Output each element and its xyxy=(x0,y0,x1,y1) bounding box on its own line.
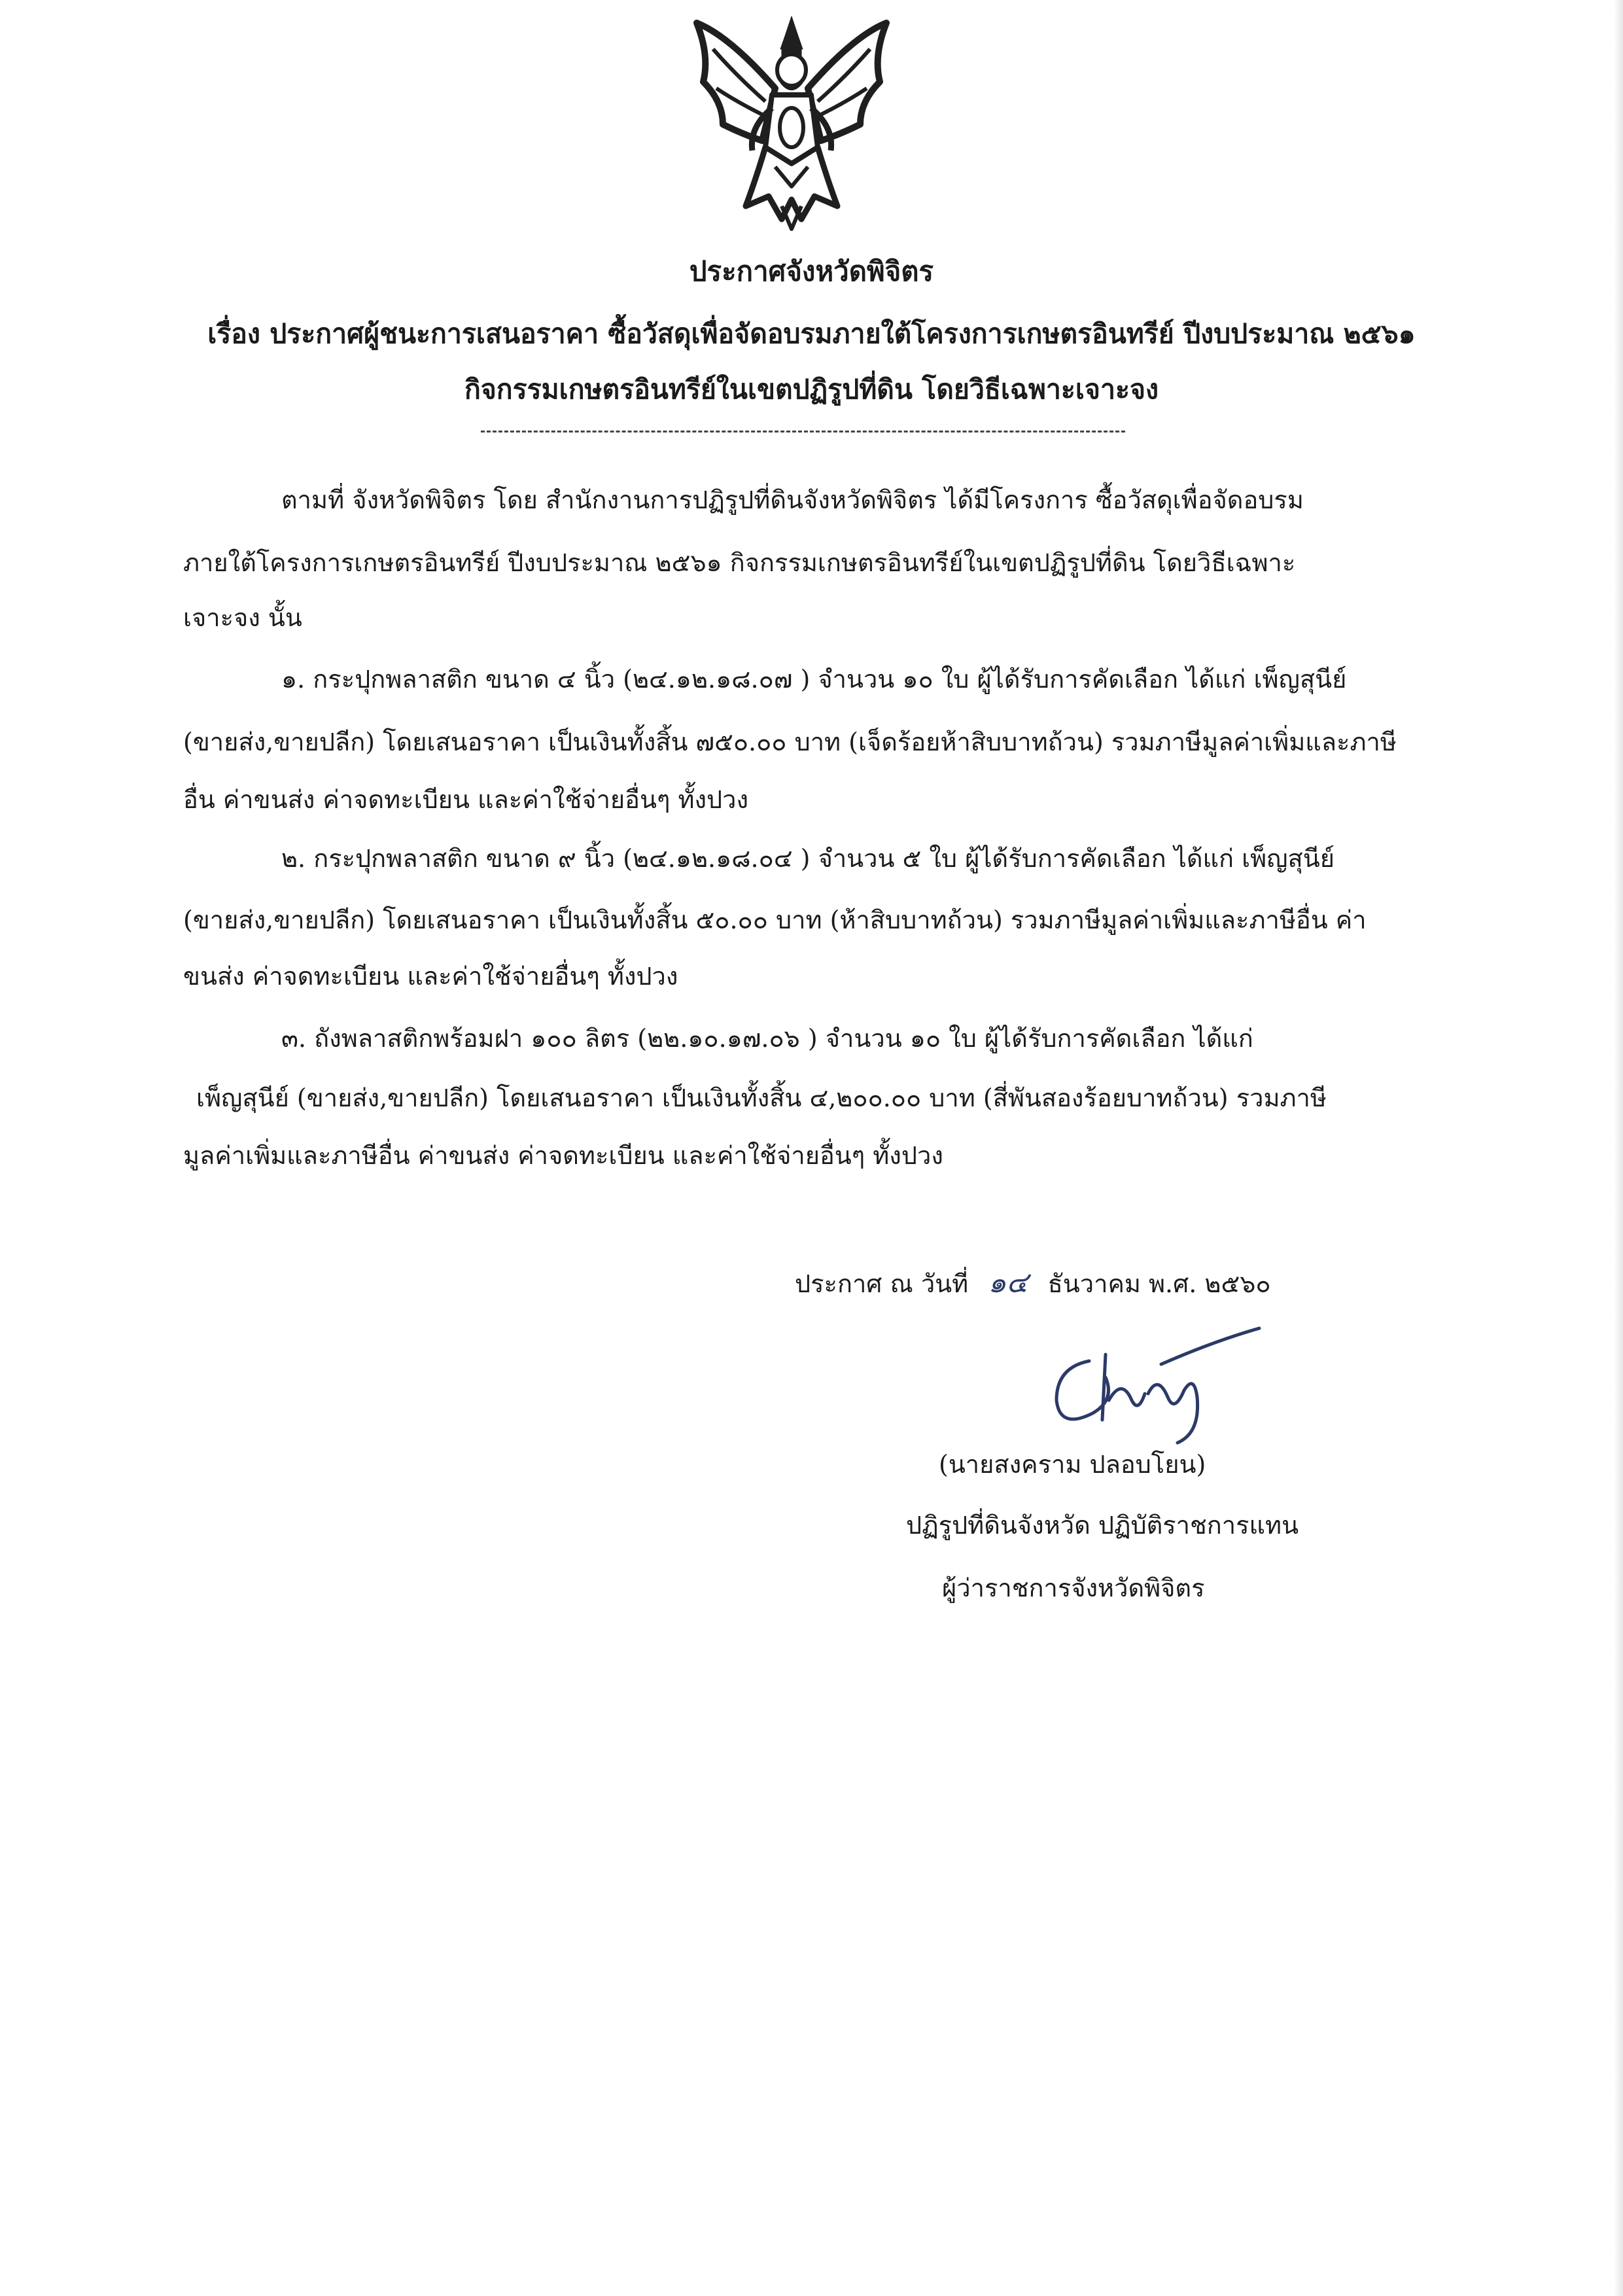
scan-edge xyxy=(1614,0,1623,2296)
separator xyxy=(481,431,1125,433)
signer-title-1: ปฏิรูปที่ดินจังหวัด ปฏิบัติราชการแทน xyxy=(906,1511,1299,1540)
intro-line-1: ตามที่ จังหวัดพิจิตร โดย สำนักงานการปฏิรูปที่ดินจังหวัดพิจิตร ได้มีโครงการ ซื้อวัสดุเพื่อจัดอบรม xyxy=(281,486,1304,514)
date-prefix: ประกาศ ณ วันที่ xyxy=(795,1269,969,1298)
item-2-line-2: (ขายส่ง,ขายปลีก) โดยเสนอราคา เป็นเงินทั้งสิ้น ๕๐.๐๐ บาท (ห้าสิบบาทถ้วน) รวมภาษีมูลค่าเพิ่มและภาษีอื่น ค่า xyxy=(183,906,1367,934)
handwritten-signature xyxy=(1043,1315,1266,1446)
date-suffix: ธันวาคม พ.ศ. ๒๕๖๐ xyxy=(1047,1269,1271,1298)
item-3-line-1: ๓. ถังพลาสติกพร้อมฝา ๑๐๐ ลิตร (๒๒.๑๐.๑๗.๐๖ ) จำนวน ๑๐ ใบ ผู้ได้รับการคัดเลือก ได้แก่ xyxy=(281,1024,1253,1053)
item-3-line-3: มูลค่าเพิ่มและภาษีอื่น ค่าขนส่ง ค่าจดทะเบียน และค่าใช้จ่ายอื่นๆ ทั้งปวง xyxy=(183,1141,943,1170)
item-2-line-1: ๒. กระปุกพลาสติก ขนาด ๙ นิ้ว (๒๔.๑๒.๑๘.๐๔ ) จำนวน ๕ ใบ ผู้ได้รับการคัดเลือก ได้แก่ เพ็ญสุนีย์ xyxy=(281,844,1335,873)
item-1-line-3: อื่น ค่าขนส่ง ค่าจดทะเบียน และค่าใช้จ่ายอื่นๆ ทั้งปวง xyxy=(183,785,749,814)
signer-title-2: ผู้ว่าราชการจังหวัดพิจิตร xyxy=(942,1574,1205,1602)
subject-line-2: กิจกรรมเกษตรอินทรีย์ในเขตปฏิรูปที่ดิน โดยวิธีเฉพาะเจาะจง xyxy=(464,374,1159,405)
garuda-emblem xyxy=(684,10,899,232)
date-day-handwritten: ๑๔ xyxy=(988,1266,1028,1299)
announcement-date xyxy=(795,1260,1271,1305)
intro-line-2: ภายใต้โครงการเกษตรอินทรีย์ ปีงบประมาณ ๒๕๖๑ กิจกรรมเกษตรอินทรีย์ในเขตปฏิรูปที่ดิน โดยวิธีเฉพาะ xyxy=(183,548,1296,577)
item-2-line-3: ขนส่ง ค่าจดทะเบียน และค่าใช้จ่ายอื่นๆ ทั้งปวง xyxy=(183,962,678,991)
item-3-line-2: เพ็ญสุนีย์ (ขายส่ง,ขายปลีก) โดยเสนอราคา เป็นเงินทั้งสิ้น ๔,๒๐๐.๐๐ บาท (สี่พันสองร้อยบาทถ้วน) รวมภาษี xyxy=(196,1084,1327,1112)
subject-line-1: เรื่อง ประกาศผู้ชนะการเสนอราคา ซื้อวัสดุเพื่อจัดอบรมภายใต้โครงการเกษตรอินทรีย์ ปีงบประมาณ ๒๕๖๑ xyxy=(207,318,1416,349)
document-title: ประกาศจังหวัดพิจิตร xyxy=(689,255,934,287)
item-1-line-2: (ขายส่ง,ขายปลีก) โดยเสนอราคา เป็นเงินทั้งสิ้น ๗๕๐.๐๐ บาท (เจ็ดร้อยห้าสิบบาทถ้วน) รวมภาษีมูลค่าเพิ่มและภาษี xyxy=(183,728,1397,756)
signer-name: (นายสงคราม ปลอบโยน) xyxy=(939,1450,1206,1479)
item-1-line-1: ๑. กระปุกพลาสติก ขนาด ๔ นิ้ว (๒๔.๑๒.๑๘.๐๗ ) จำนวน ๑๐ ใบ ผู้ได้รับการคัดเลือก ได้แก่ เพ็ญสุนีย์ xyxy=(281,665,1347,694)
intro-line-3: เจาะจง นั้น xyxy=(183,603,302,632)
